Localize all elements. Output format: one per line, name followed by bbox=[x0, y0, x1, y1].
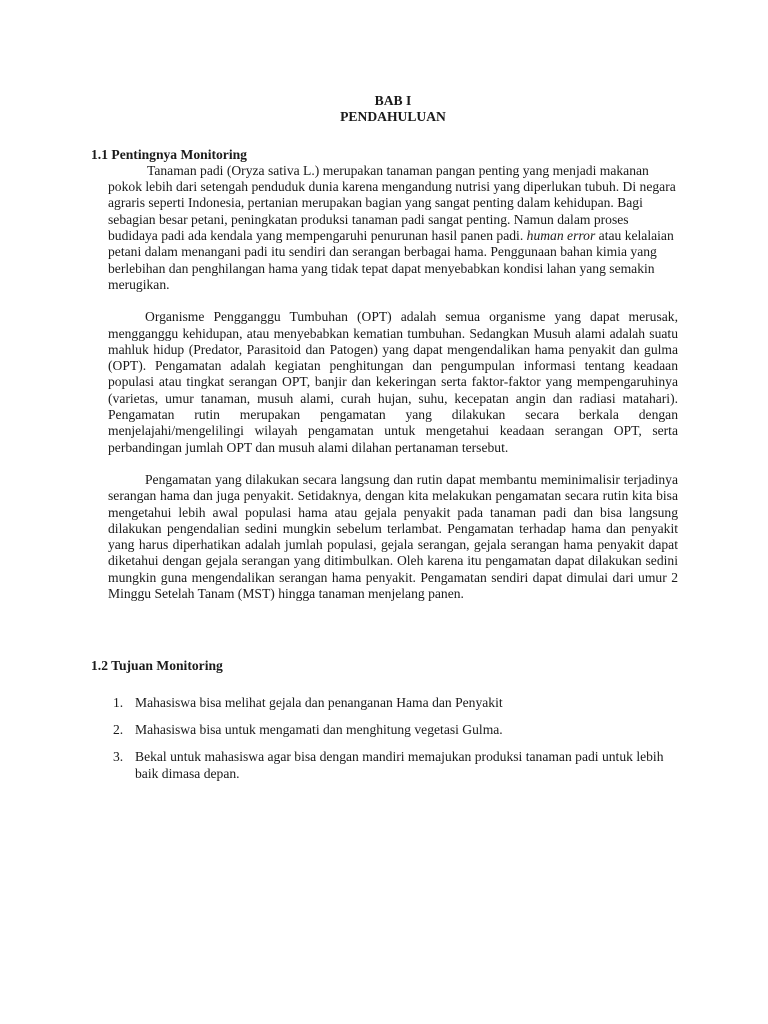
paragraph-1-part-a: Tanaman padi (Oryza sativa L.) merupakan tanaman pangan penting yang menjadi makanan pokok lebih dari setengah penduduk dunia karena mengandung nutrisi yang diperlukan tubuh. Di negara agraris seperti Indonesia, pertanian merupakan bagian yang sangat penting dalam kehidupan. Bagi sebagian besar petani, peningkatan produksi tanaman padi sangat penting. Namun dalam proses budidaya padi ada kendala yang mempengaruhi penurunan hasil panen padi. bbox=[108, 162, 676, 244]
chapter-label: BAB I bbox=[374, 93, 412, 108]
list-item bbox=[113, 695, 678, 711]
paragraph-1 bbox=[108, 163, 678, 293]
list-item bbox=[113, 749, 678, 782]
chapter-title: PENDAHULUAN bbox=[340, 109, 446, 125]
section-2-title: 1.2 Tujuan Monitoring bbox=[91, 658, 223, 674]
paragraph-2: Organisme Pengganggu Tumbuhan (OPT) adalah semua organisme yang dapat merusak, mengganggu kehidupan, atau menyebabkan kematian tumbuhan. Sedangkan Musuh alami adalah suatu mahluk hidup (Predator, Parasitoid dan Patogen) yang dapat mengendalikan hama penyakit dan gulma (OPT). Pengamatan adalah kegiatan penghitungan dan pengumpulan informasi tentang keadaan populasi atau tingkat serangan OPT, banjir dan kekeringan serta faktor-faktor yang mempengaruhinya (varietas, umur tanaman, musuh alami, curah hujan, suhu, kecepatan angin dan radiasi matahari). Pengamatan rutin merupakan pengamatan yang dilakukan secara berkala dengan menjelajahi/mengelilingi wilayah pengamatan untuk mengetahui keadaan serangan OPT, serta perbandingan jumlah OPT dan musuh alami dilahan pertanaman tersebut. bbox=[108, 309, 678, 455]
goals-list bbox=[113, 695, 678, 782]
list-item bbox=[113, 722, 678, 738]
paragraph-1-italic: human error bbox=[526, 228, 596, 244]
paragraph-1-part-b: atau kelalaian petani dalam menangani padi itu sendiri dan serangan berbagai hama. Penggunaan bahan kimia yang berlebihan dan penghilangan hama yang tidak tepat dapat menyebabkan kondisi lahan yang semakin merugikan. bbox=[108, 228, 674, 292]
paragraph-3: Pengamatan yang dilakukan secara langsung dan rutin dapat membantu meminimalisir terjadinya serangan hama dan juga penyakit. Setidaknya, dengan kita melakukan pengamatan secara rutin kita bisa mengetahui lebih awal populasi hama atau gejala penyakit pada tanaman padi dan bisa langsung dilakukan pengendalian sedini mungkin sebelum terlambat. Pengamatan terhadap hama dan penyakit yang harus diperhatikan adalah jumlah populasi, gejala serangan, gejala serangan hama penyakit dapat diketahui dengan gejala serangan yang ditimbulkan. Oleh karena itu pengamatan dapat dilakukan sedini mungkin guna mengendalikan serangan hama penyakit. Pengamatan sendiri dapat dimulai dari umur 2 Minggu Setelah Tanam (MST) hingga tanaman menjelang panen. bbox=[108, 471, 678, 602]
list-item-text: Mahasiswa bisa melihat gejala dan penanganan Hama dan Penyakit bbox=[135, 694, 503, 710]
section-1-title: 1.1 Pentingnya Monitoring bbox=[91, 146, 247, 162]
list-item-number: 1. bbox=[113, 694, 124, 710]
list-item-number: 2. bbox=[113, 721, 124, 737]
list-item-number: 3. bbox=[113, 749, 124, 765]
list-item-text: Mahasiswa bisa untuk mengamati dan menghitung vegetasi Gulma. bbox=[135, 721, 503, 737]
list-item-text: Bekal untuk mahasiswa agar bisa dengan mandiri memajukan produksi tanaman padi untuk lebih baik dimasa depan. bbox=[135, 749, 664, 781]
document-page bbox=[91, 93, 678, 793]
